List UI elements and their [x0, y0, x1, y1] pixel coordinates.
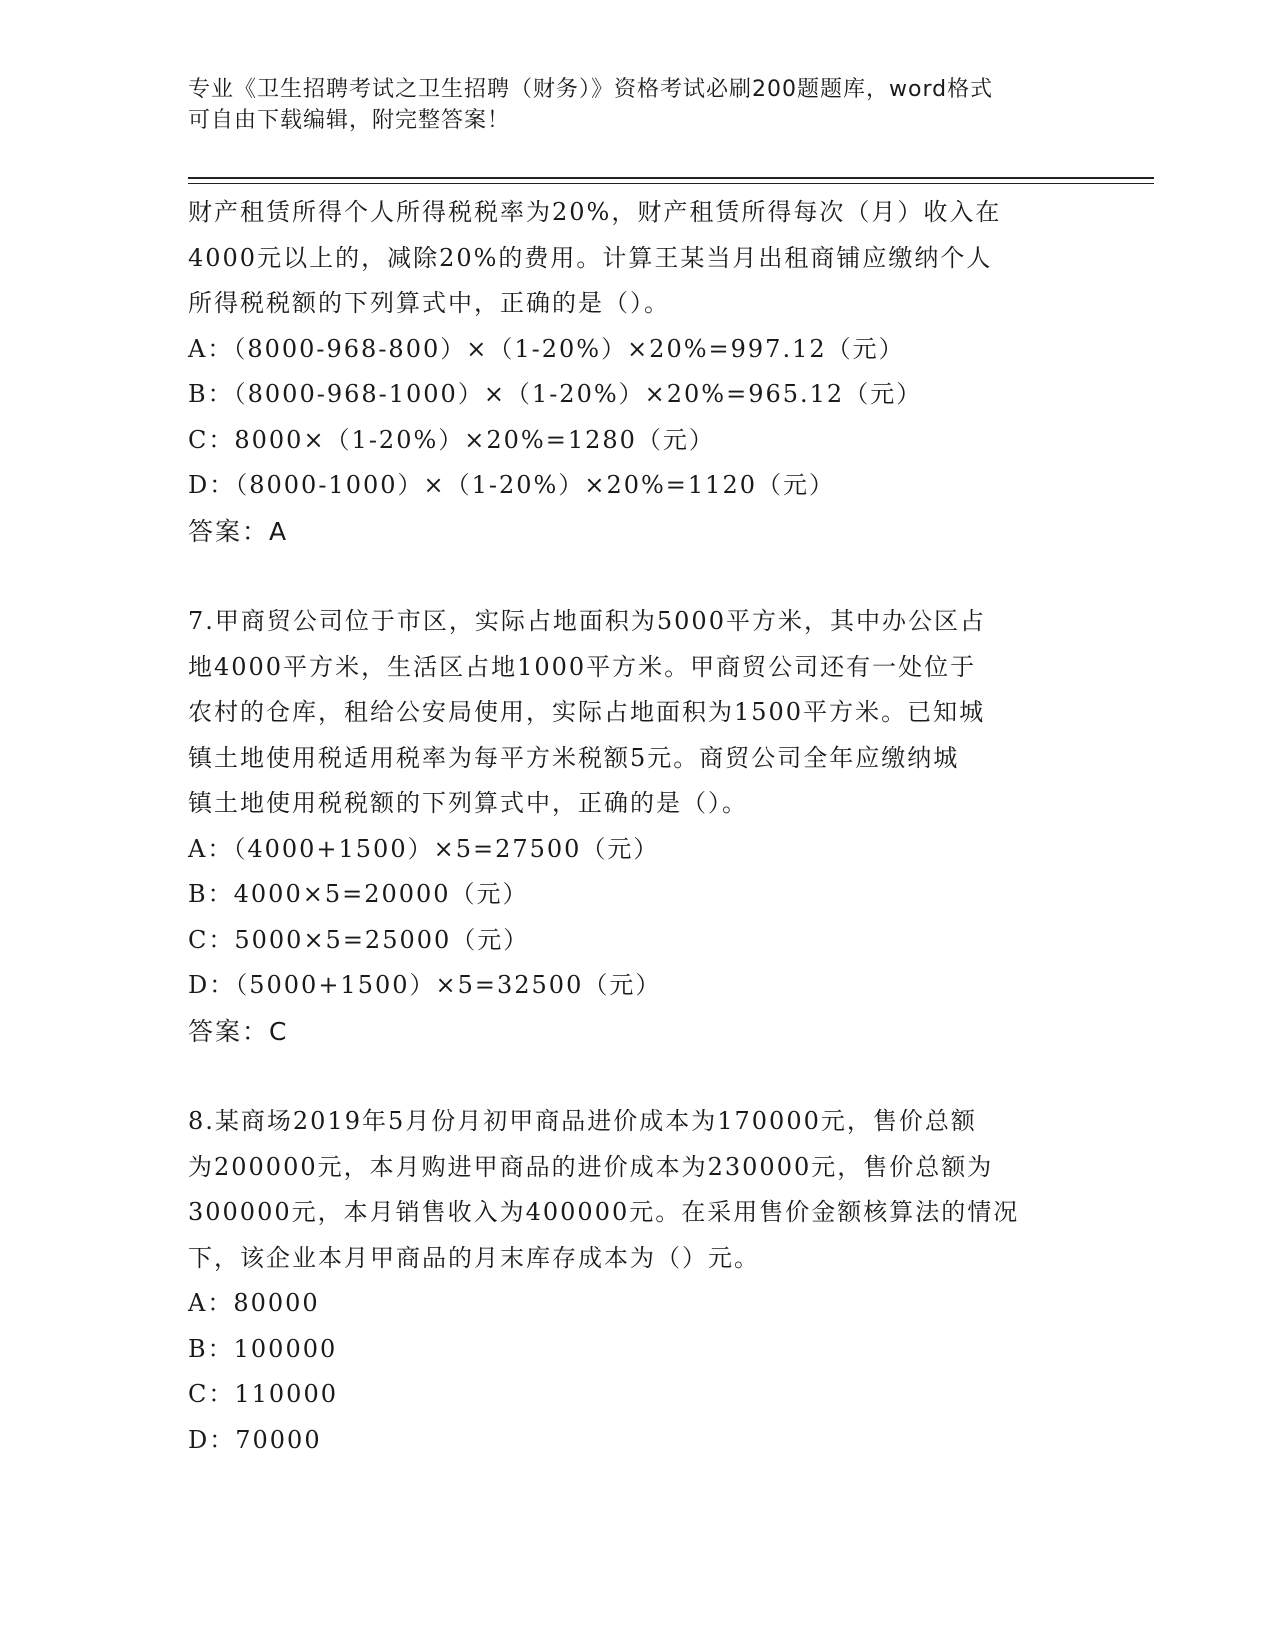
option-c: C：110000: [188, 1380, 338, 1408]
answer: 答案：A: [188, 516, 289, 546]
question-stem-line: 4000元以上的，减除20%的费用。计算王某当月出租商铺应缴纳个人: [188, 243, 993, 272]
option-d: D：70000: [188, 1425, 322, 1454]
question-stem-line: 镇土地使用税税额的下列算式中，正确的是（）。: [188, 789, 748, 817]
option-b: B：100000: [188, 1334, 338, 1363]
option-d: D：（8000-1000）×（1-20%）×20%=1120（元）: [188, 471, 835, 499]
option-b: B：（8000-968-1000）×（1-20%）×20%=965.12（元）: [188, 380, 923, 408]
question-stem-line: 财产租赁所得个人所得税税率为20%，财产租赁所得每次（月）收入在: [188, 198, 1002, 226]
header-divider-thin: [188, 183, 1154, 184]
option-c: C：5000×5=25000（元）: [188, 925, 530, 954]
question-stem-line: 农村的仓库，租给公安局使用，实际占地面积为1500平方米。已知城: [188, 698, 986, 726]
answer: 答案：C: [188, 1016, 289, 1046]
document-body: [188, 190, 1088, 1463]
question-stem-line: 所得税税额的下列算式中，正确的是（）。: [188, 289, 670, 317]
question-8: [188, 1099, 1088, 1463]
question-stem-line: 300000元，本月销售收入为400000元。在采用售价金额核算法的情况: [188, 1198, 1020, 1226]
header-title-line-1: 专业《卫生招聘考试之卫生招聘（财务）》资格考试必刷200题题库，word格式: [188, 77, 994, 102]
question-6: [188, 190, 1088, 554]
question-stem-line: 7.甲商贸公司位于市区，实际占地面积为5000平方米，其中办公区占: [188, 607, 986, 635]
option-c: C：8000×（1-20%）×20%=1280（元）: [188, 425, 715, 454]
question-stem-line: 8.某商场2019年5月份月初甲商品进价成本为170000元，售价总额: [188, 1107, 977, 1135]
header-title-line-2: 可自由下载编辑，附完整答案！: [188, 108, 511, 133]
option-b: B：4000×5=20000（元）: [188, 880, 529, 908]
document-header: [188, 74, 1068, 136]
option-a: A：（8000-968-800）×（1-20%）×20%=997.12（元）: [188, 334, 905, 363]
option-d: D：（5000+1500）×5=32500（元）: [188, 971, 662, 999]
question-stem-line: 镇土地使用税适用税率为每平方米税额5元。商贸公司全年应缴纳城: [188, 743, 960, 772]
header-divider-thick: [188, 177, 1154, 179]
question-stem-line: 下，该企业本月甲商品的月末库存成本为（）元。: [188, 1243, 760, 1272]
option-a: A：80000: [188, 1289, 320, 1317]
option-a: A：（4000+1500）×5=27500（元）: [188, 834, 660, 863]
question-stem-line: 地4000平方米，生活区占地1000平方米。甲商贸公司还有一处位于: [188, 652, 977, 681]
question-stem-line: 为200000元，本月购进甲商品的进价成本为230000元，售价总额为: [188, 1152, 994, 1181]
question-7: [188, 599, 1088, 1054]
